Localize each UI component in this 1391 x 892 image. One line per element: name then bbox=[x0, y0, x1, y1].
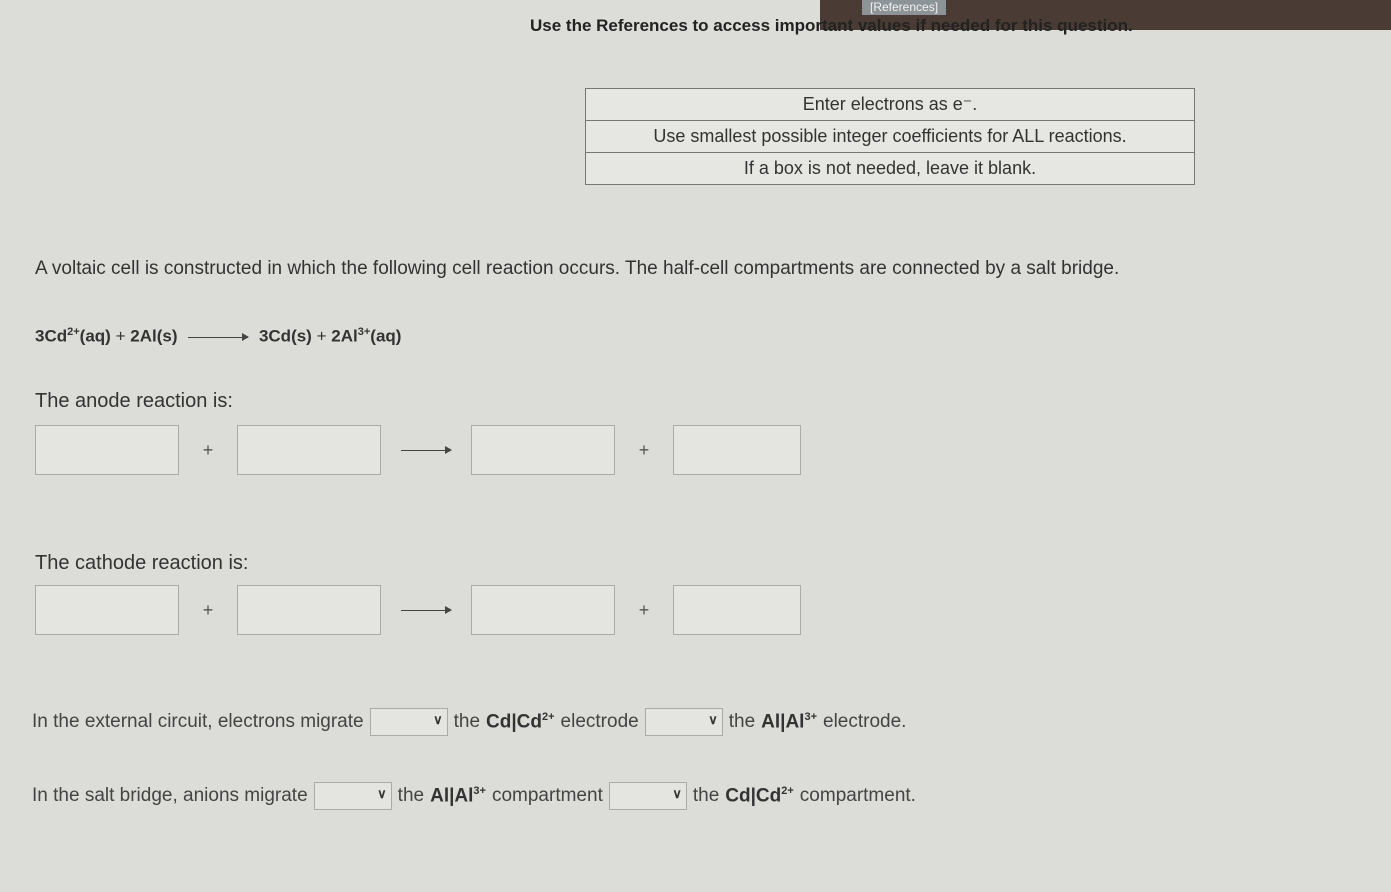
text: the bbox=[397, 785, 425, 806]
text: electrode. bbox=[823, 711, 907, 732]
plus: + bbox=[316, 326, 327, 346]
plus: + bbox=[202, 599, 214, 620]
product-1: 3Cd(s) bbox=[258, 326, 312, 346]
charge: 2+ bbox=[781, 784, 794, 797]
anode-reactant-1-input[interactable] bbox=[35, 425, 179, 475]
reactant-2: 2Al(s) bbox=[130, 326, 178, 346]
compartment-cd: Cd|Cd bbox=[725, 785, 782, 807]
text: compartment bbox=[491, 785, 603, 806]
charge: 3+ bbox=[473, 784, 486, 797]
charge: 3+ bbox=[804, 710, 818, 723]
plus: + bbox=[638, 599, 650, 620]
text: electrode bbox=[560, 711, 639, 732]
chevron-down-icon: ∨ bbox=[672, 786, 682, 801]
cell-reaction bbox=[35, 326, 401, 347]
charge: 2+ bbox=[67, 326, 80, 338]
plus: + bbox=[115, 326, 126, 346]
instruction-coefficients: Use smallest possible integer coefficients for ALL reactions. bbox=[586, 121, 1195, 153]
anode-product-2-input[interactable] bbox=[673, 425, 801, 475]
reactant-1: 3Cd bbox=[35, 326, 68, 346]
chevron-down-icon: ∨ bbox=[377, 786, 387, 801]
charge: 2+ bbox=[542, 710, 555, 723]
question-text: A voltaic cell is constructed in which the following cell reaction occurs. The half-cell compartments are connected by a salt bridge. bbox=[35, 258, 1120, 279]
cathode-product-2-input[interactable] bbox=[673, 585, 801, 635]
anode-equation bbox=[35, 425, 801, 475]
external-circuit-sentence bbox=[32, 708, 906, 736]
anion-direction-select-1[interactable] bbox=[314, 782, 392, 810]
cathode-equation bbox=[35, 585, 801, 635]
charge: 3+ bbox=[357, 326, 371, 338]
instruction-blank: If a box is not needed, leave it blank. bbox=[586, 153, 1195, 185]
cathode-product-1-input[interactable] bbox=[471, 585, 615, 635]
state: (aq) bbox=[370, 326, 402, 346]
arrow-icon bbox=[381, 440, 471, 461]
plus: + bbox=[202, 439, 214, 460]
chevron-down-icon: ∨ bbox=[433, 712, 443, 727]
references-hint: Use the References to access important values if needed for this question. bbox=[530, 16, 1133, 35]
chevron-down-icon: ∨ bbox=[708, 712, 718, 727]
text: the bbox=[728, 711, 756, 732]
plus: + bbox=[638, 439, 650, 460]
cathode-label: The cathode reaction is: bbox=[35, 552, 249, 574]
references-button[interactable]: [References] bbox=[862, 0, 946, 15]
salt-bridge-sentence bbox=[32, 782, 916, 810]
cathode-reactant-1-input[interactable] bbox=[35, 585, 179, 635]
state: (aq) bbox=[79, 326, 111, 346]
text: compartment. bbox=[799, 785, 916, 806]
text: the bbox=[453, 711, 481, 732]
anode-reactant-2-input[interactable] bbox=[237, 425, 381, 475]
instruction-electrons: Enter electrons as e⁻. bbox=[586, 89, 1195, 121]
instructions-table bbox=[585, 88, 1195, 185]
electron-direction-select-2[interactable] bbox=[645, 708, 723, 736]
product-2: 2Al bbox=[331, 326, 358, 346]
text: In the external circuit, electrons migrate bbox=[32, 711, 364, 732]
anode-product-1-input[interactable] bbox=[471, 425, 615, 475]
arrow-icon bbox=[381, 600, 471, 621]
anode-label: The anode reaction is: bbox=[35, 390, 233, 412]
compartment-al: Al|Al bbox=[430, 785, 474, 807]
cathode-reactant-2-input[interactable] bbox=[237, 585, 381, 635]
electron-direction-select-1[interactable] bbox=[370, 708, 448, 736]
text: In the salt bridge, anions migrate bbox=[32, 785, 308, 806]
anion-direction-select-2[interactable] bbox=[609, 782, 687, 810]
electrode-cd: Cd|Cd bbox=[486, 711, 542, 733]
electrode-al: Al|Al bbox=[761, 711, 805, 733]
text: the bbox=[692, 785, 720, 806]
reaction-arrow-icon bbox=[188, 337, 248, 338]
